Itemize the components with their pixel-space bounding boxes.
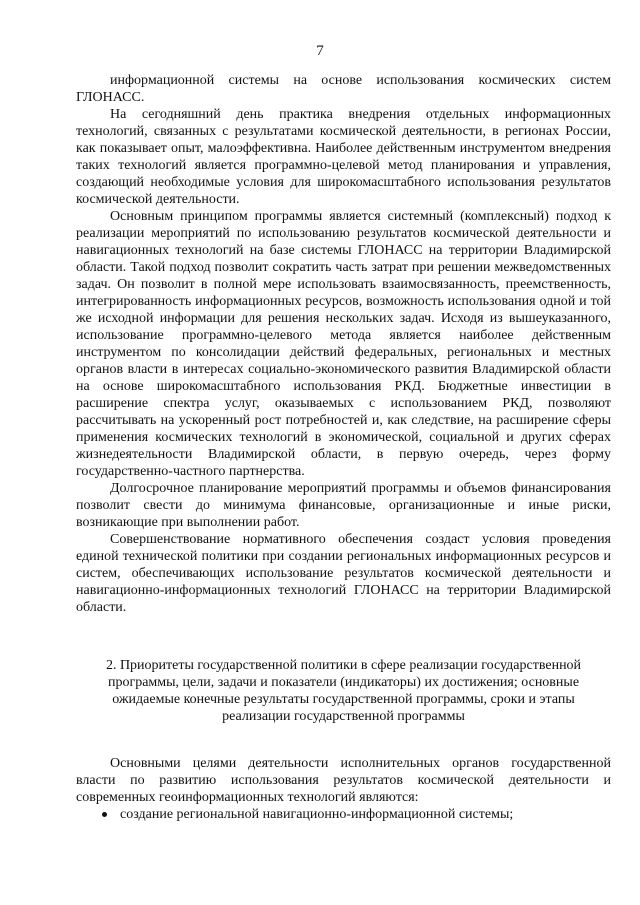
paragraph-planning: Долгосрочное планирование мероприятий программы и объемов финансирования позволит свести до минимума финансовые, организационные и иные риски, возникающие при выполнении работ. (76, 481, 611, 530)
spacer (76, 725, 611, 755)
paragraph-regulation: Совершенствование нормативного обеспечения создаст условия проведения единой технической политики при создании региональных информационных ресурсов и систем, обеспечивающих использование результатов космической деятельности и навигационно-информационных технологий ГЛОНАСС на территории Владимирской области. (76, 532, 611, 615)
goals-list (76, 806, 611, 823)
document-body (76, 72, 611, 823)
paragraph-principle: Основным принципом программы является системный (комплексный) подход к реализации мероприятий по использованию результатов космической деятельности и навигационных технологий на базе системы ГЛОНАСС на территории Владимирской области. Такой подход позволит сократить часть затрат при решении межведомственных задач. Он позволит в полной мере использовать взаимосвязанность, преемственность, интегрированность информационных ресурсов, возможность использования одной и той же исходной информации для решения нескольких задач. Исходя из вышеуказанного, использование программно-целевого метода является наиболее действенным инструментом по консолидации действий федеральных, региональных и местных органов власти в интересах социально-экономического развития Владимирской области на основе широкомасштабного использования РКД. Бюджетные инвестиции в расширение спектра услуг, оказываемых с использованием РКД, позволяют рассчитывать на ускоренный рост потребностей и, как следствие, на расширение сферы применения космических технологий в экономической, социальной и других сферах жизнедеятельности Владимирской области, в первую очередь, через форму государственно-частного партнерства. (76, 209, 611, 479)
bullet-icon (102, 812, 107, 817)
page-number: 7 (316, 43, 324, 59)
paragraph-continuation: информационной системы на основе использования космических систем ГЛОНАСС. (76, 73, 611, 105)
list-item-text: создание региональной навигационно-информационной системы; (120, 807, 514, 822)
paragraph-practice: На сегодняшний день практика внедрения отдельных информационных технологий, связанных с результатами космической деятельности, в регионах России, как показывает опыт, малоэффективна. Наиболее действенным инструментом внедрения таких технологий является программно-целевой метод планирования и управления, создающий необходимые условия для широкомасштабного использования результатов космической деятельности. (76, 107, 611, 207)
paragraph-goals-intro: Основными целями деятельности исполнительных органов государственной власти по развитию использования результатов космической деятельности и современных геоинформационных технологий являются: (76, 756, 611, 805)
section-heading: 2. Приоритеты государственной политики в сфере реализации государственной программы, цели, задачи и показатели (индикаторы) их достижения; основные ожидаемые конечные результаты государственной программы, сроки и этапы реализации государственной программы (105, 658, 582, 724)
list-item (102, 806, 611, 823)
